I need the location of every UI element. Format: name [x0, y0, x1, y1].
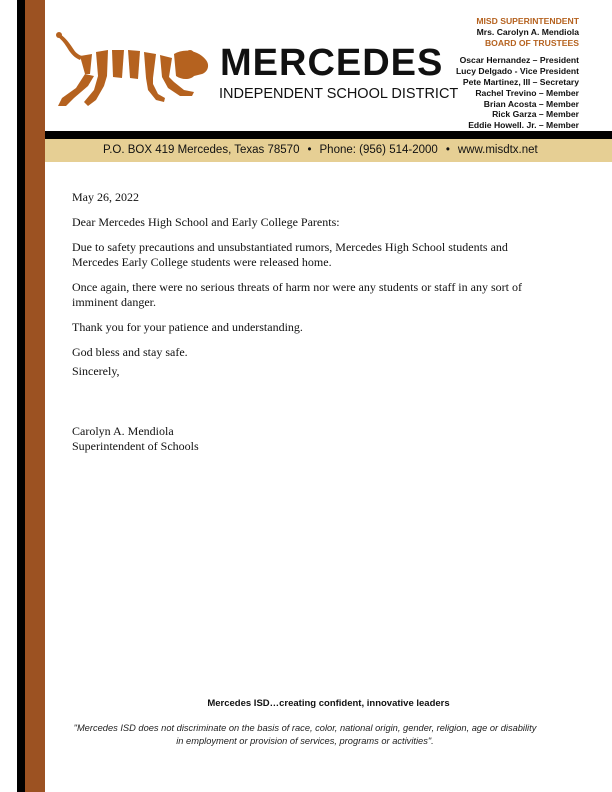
signer-title: Superintendent of Schools: [72, 439, 199, 453]
left-black-stripe: [17, 0, 25, 792]
trustee-member: Oscar Hernandez – President: [459, 55, 579, 66]
footer-tagline: Mercedes ISD…creating confident, innovative leaders: [207, 698, 450, 709]
district-logo: [52, 28, 459, 110]
footer-disclaimer: "Mercedes ISD does not discriminate on the basis of race, color, national origin, gender, religion, age or disability in employment or provision of services, programs or activities".: [73, 723, 537, 746]
contact-band: [45, 139, 612, 162]
bullet-separator: •: [307, 144, 312, 156]
board-listing: [456, 16, 579, 131]
trustee-member: Pete Martinez, III – Secretary: [462, 76, 579, 87]
letter-salutation: Dear Mercedes High School and Early College Parents:: [72, 215, 340, 229]
letter-body: [72, 190, 552, 454]
letter-paragraph: Thank you for your patience and understanding.: [72, 320, 303, 334]
letter-date: May 26, 2022: [72, 190, 139, 204]
district-name: MERCEDES: [220, 42, 444, 84]
signer-name: Carolyn A. Mendiola: [72, 424, 174, 438]
trustee-member: Rick Garza – Member: [492, 109, 579, 120]
trustees-title: BOARD OF TRUSTEES: [484, 37, 579, 48]
letter-paragraph: Due to safety precautions and unsubstantiated rumors, Mercedes High School students and Mercedes Early College students were released home.: [72, 240, 508, 269]
left-orange-stripe: [25, 0, 45, 792]
contact-phone: Phone: (956) 514-2000: [319, 144, 438, 156]
superintendent-name: Mrs. Carolyn A. Mendiola: [476, 26, 579, 37]
contact-address: P.O. BOX 419 Mercedes, Texas 78570: [103, 144, 300, 156]
letter-closing: Sincerely,: [72, 364, 120, 378]
tiger-icon: [52, 30, 214, 108]
trustee-member: Lucy Delgado - Vice President: [455, 66, 579, 77]
bullet-separator: •: [445, 144, 450, 156]
header-rule: [45, 131, 612, 139]
trustee-member: Rachel Trevino – Member: [475, 87, 579, 98]
letter-paragraph: Once again, there were no serious threats of harm nor were any students or staff in any sort of imminent danger.: [72, 280, 522, 309]
superintendent-title: MISD SUPERINTENDENT: [476, 16, 579, 26]
trustee-member: Eddie Howell. Jr. – Member: [468, 120, 579, 131]
district-subtitle: INDEPENDENT SCHOOL DISTRICT: [219, 86, 459, 102]
trustee-member: Brian Acosta – Member: [483, 98, 579, 109]
letter-paragraph: God bless and stay safe.: [72, 345, 188, 359]
contact-website[interactable]: www.misdtx.net: [457, 144, 538, 156]
